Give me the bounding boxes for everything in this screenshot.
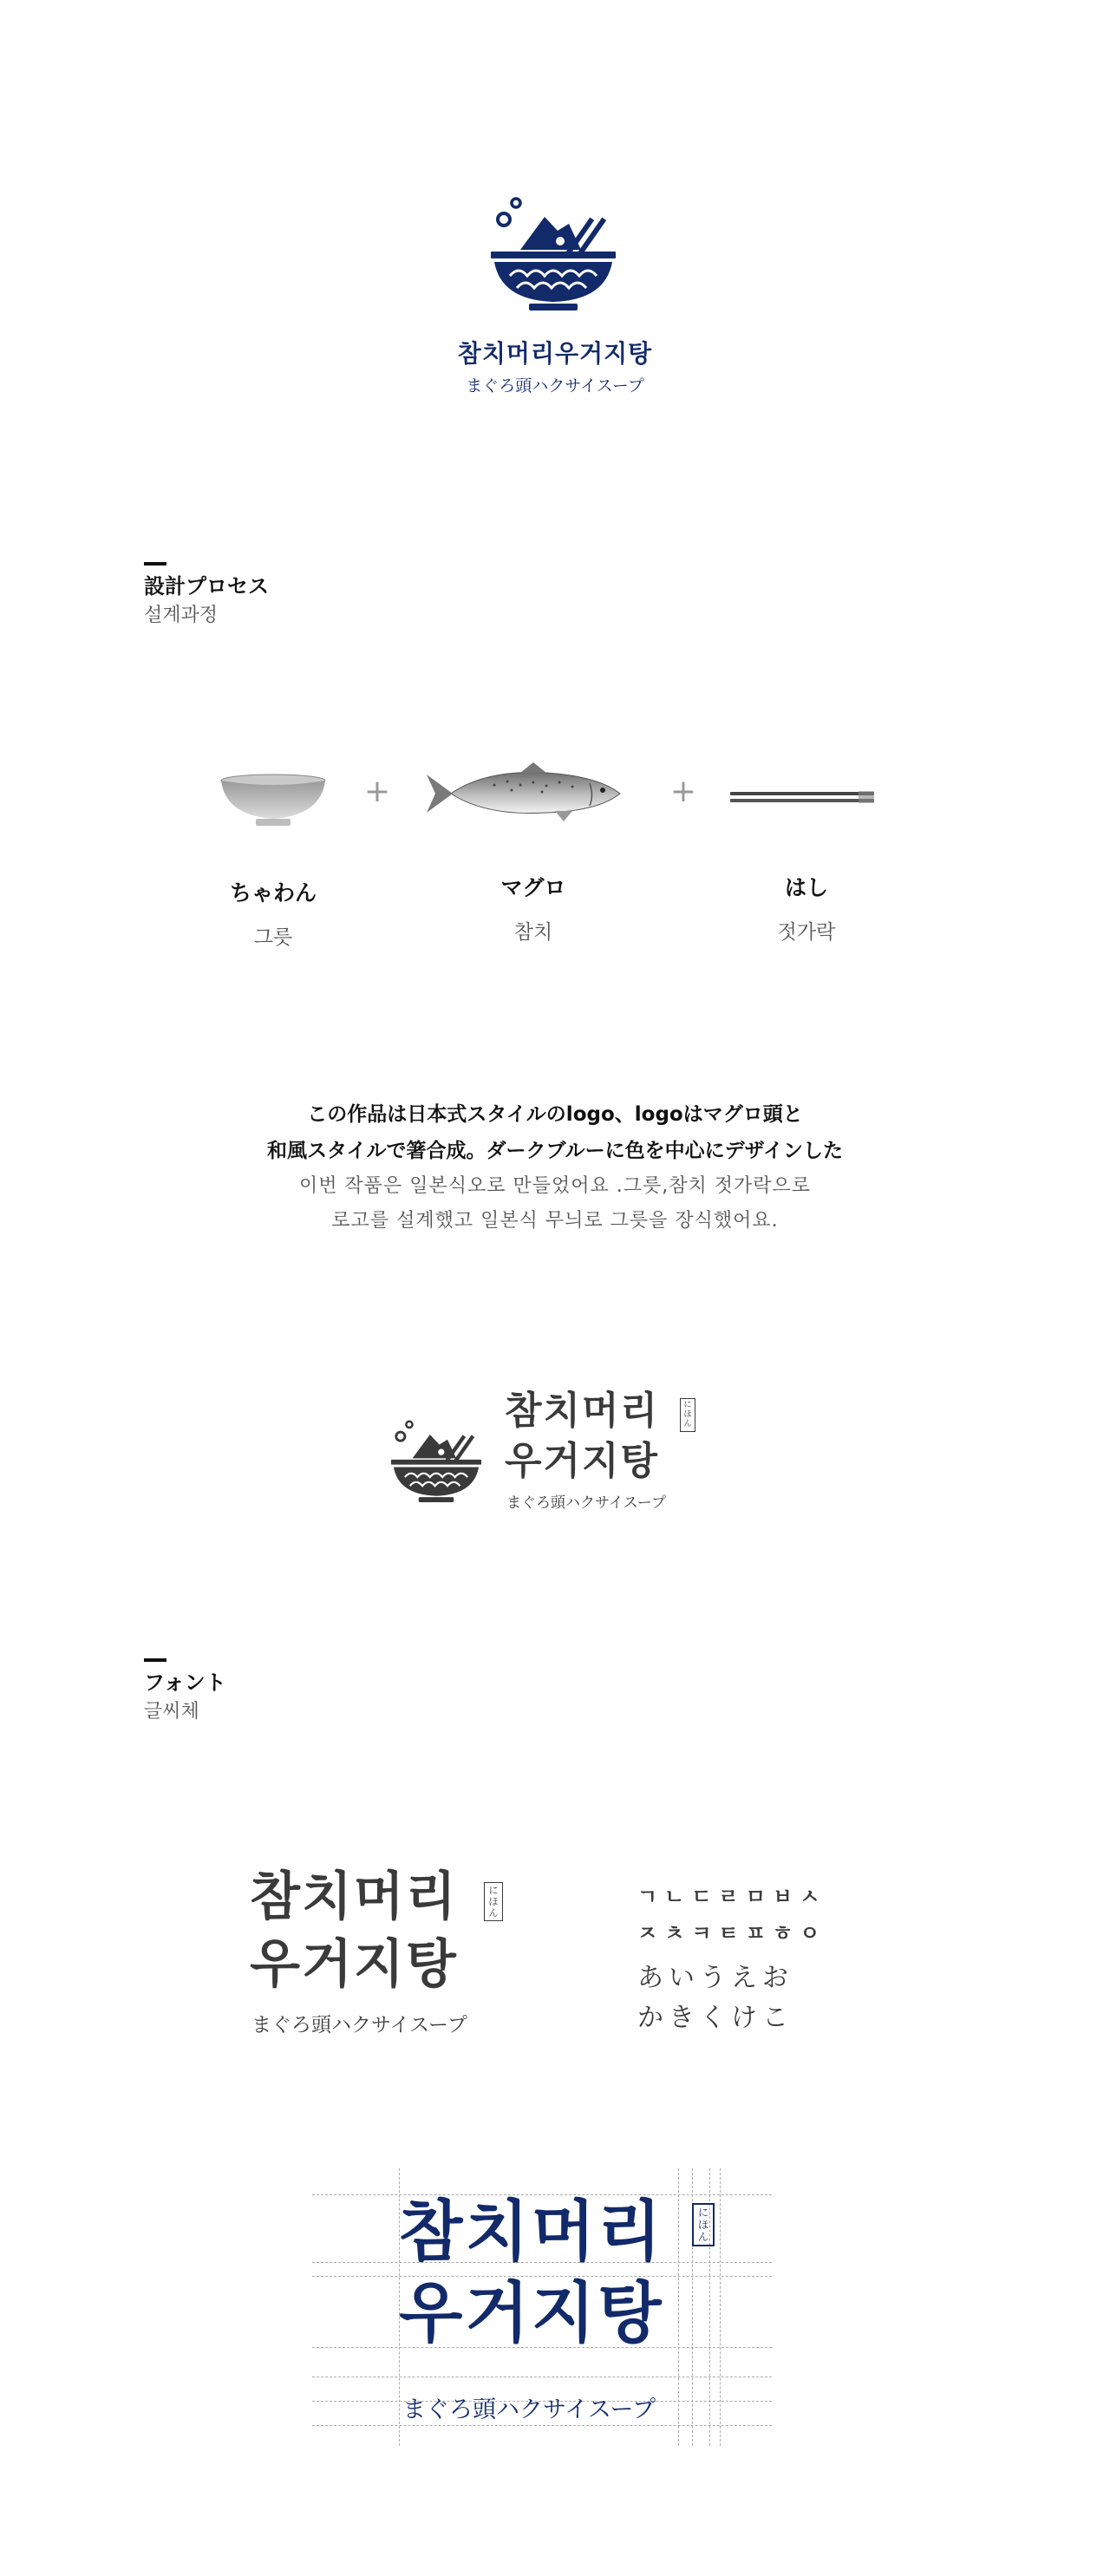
grid-logo-title-line2: 우거지탕 xyxy=(399,2274,664,2351)
description-kr-line1: 이번 작품은 일본식오로 만들었어요 .그릇,참치 젓가락으로 xyxy=(298,1175,811,1197)
section-process-title-jp: 設計プロセス xyxy=(144,574,269,598)
korean-consonants-line1: ㄱㄴㄷㄹㅁㅂㅅ xyxy=(637,1885,827,1909)
font-sample-title-line2: 우거지탕 xyxy=(250,1934,458,1995)
plus-sign: + xyxy=(669,774,697,809)
bowl-logo-icon xyxy=(475,189,631,319)
font-sample-title-line1: 참치머리 xyxy=(250,1867,458,1927)
section-font-title-jp: フォント xyxy=(144,1670,226,1695)
section-marker xyxy=(144,1658,166,1662)
section-marker xyxy=(144,562,166,566)
horizontal-logo-subtitle: まぐろ頭ハクサイスープ xyxy=(506,1494,666,1512)
japanese-kana xyxy=(637,1958,793,2038)
grid-logo-title xyxy=(399,2191,664,2354)
font-sample-title xyxy=(250,1863,458,1998)
font-sample-badge: にほん xyxy=(484,1882,503,1921)
plus-sign: + xyxy=(363,774,391,809)
grid-logo-subtitle: まぐろ頭ハクサイスープ xyxy=(402,2396,656,2423)
grid-logo-title-line1: 참치머리 xyxy=(399,2193,664,2270)
description-jp-line2: 和風スタイルで箸合成。ダークブルーに色を中心にデザインした xyxy=(266,1140,843,1162)
horizontal-logo-title-line1: 참치머리 xyxy=(505,1389,660,1433)
element-label-tuna-jp: マグロ xyxy=(500,875,566,900)
horizontal-logo-badge: にほん xyxy=(680,1398,695,1432)
grid-logo-badge: にほん xyxy=(692,2203,715,2246)
element-label-bowl-kr: 그릇 xyxy=(253,926,293,949)
element-label-chopsticks-jp: はし xyxy=(784,875,828,900)
bowl-logo-gray-icon xyxy=(380,1414,493,1509)
logo-title: 참치머리우거지탕 xyxy=(457,339,653,368)
tuna-fish-image xyxy=(425,759,624,828)
horizontal-logo-title xyxy=(505,1386,659,1487)
description-jp-line1: この作品は日本式スタイルのlogo、logoはマグロ頭と xyxy=(307,1103,803,1126)
description-kr-line2: 로고를 설계했고 일본식 무늬로 그릇을 장식했어요. xyxy=(331,1210,779,1232)
element-label-bowl-jp: ちゃわん xyxy=(229,880,317,906)
bowl-image xyxy=(217,772,330,833)
korean-consonants xyxy=(637,1879,826,1952)
section-font-title-kr: 글씨체 xyxy=(144,1701,199,1723)
description xyxy=(121,1096,989,1239)
element-label-tuna-kr: 참치 xyxy=(513,921,553,944)
chopsticks-image xyxy=(728,785,876,811)
korean-consonants-line2: ㅈㅊㅋㅌㅍㅎㅇ xyxy=(637,1921,827,1945)
japanese-kana-line1: あいうえお xyxy=(637,1963,793,1993)
horizontal-logo-title-line2: 우거지탕 xyxy=(505,1439,660,1483)
font-sample-subtitle: まぐろ頭ハクサイスープ xyxy=(251,2014,467,2037)
element-label-chopsticks-kr: 젓가락 xyxy=(777,921,836,944)
japanese-kana-line2: かきくけこ xyxy=(637,2003,793,2033)
section-process-title-kr: 설계과정 xyxy=(144,605,219,626)
logo-subtitle: まぐろ頭ハクサイスープ xyxy=(466,376,644,396)
